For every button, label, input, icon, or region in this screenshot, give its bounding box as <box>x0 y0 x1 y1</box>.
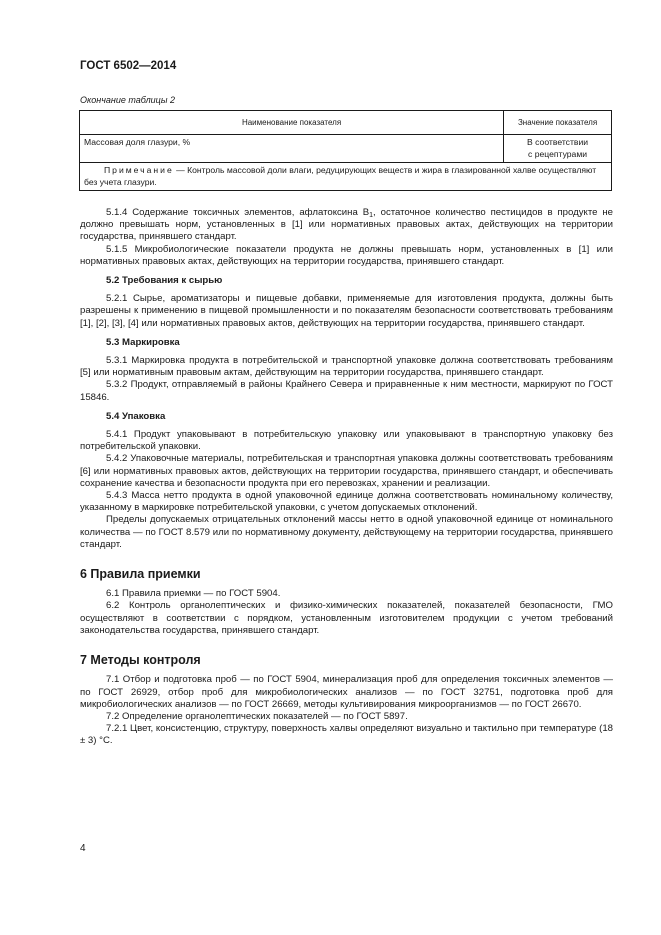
section-heading-5-2: 5.2 Требования к сырью <box>106 275 223 287</box>
page-number: 4 <box>80 843 86 854</box>
table-2 <box>79 110 612 191</box>
subscript-1: 1 <box>369 212 374 219</box>
paragraph-5-4-2: 5.4.2 Упаковочные материалы, потребительская и транспортная упаковка должны соответствовать требованиям [6] или нормативных правовых актов, действующих на территории государства, принявшего стандарт, и обеспечивать сохранение качества и безопасности продукта при его перевозках, хранении и реализации. <box>80 453 613 489</box>
table-note <box>80 163 612 191</box>
paragraph-5-3-2: 5.3.2 Продукт, отправляемый в районы Крайнего Севера и приравненные к ним местности, маркируют по ГОСТ 15846. <box>80 379 613 403</box>
table-caption: Окончание таблицы 2 <box>80 95 175 105</box>
paragraph-6-1: 6.1 Правила приемки — по ГОСТ 5904. <box>106 588 281 600</box>
paragraph-7-2-1: 7.2.1 Цвет, консистенцию, структуру, поверхность халвы определяют визуально и тактильно при температуре (18 ± 3) °С. <box>80 723 613 747</box>
paragraph-5-1-4 <box>80 207 613 244</box>
section-heading-5-4: 5.4 Упаковка <box>106 410 166 422</box>
paragraph-7-1: 7.1 Отбор и подготовка проб — по ГОСТ 5904, минерализация проб для определения токсичных элементов — по ГОСТ 26929, отбор проб для микробиологических анализов — по ГОСТ 32751, подготовка проб для микробиологических анализов — по ГОСТ 26669, методы культивирования микроорганизмов — по ГОСТ 26670. <box>80 674 613 710</box>
table-note-row <box>80 163 612 191</box>
standard-header: ГОСТ 6502—2014 <box>80 60 177 72</box>
document-body <box>80 207 613 748</box>
section-heading-5-3: 5.3 Маркировка <box>106 336 180 348</box>
column-header-value: Значение показателя <box>504 111 612 135</box>
paragraph-5-1-4-part-a: 5.1.4 Содержание токсичных элементов, афлатоксина В <box>106 207 370 218</box>
paragraph-5-4-3: 5.4.3 Масса нетто продукта в одной упаковочной единице должна соответствовать номинальному количеству, указанному в маркировке потребительской упаковки, с учетом допускаемых отклонений. <box>80 490 613 514</box>
note-label: Примечание <box>104 165 174 175</box>
section-heading-7: 7 Методы контроля <box>80 653 201 668</box>
column-header-name: Наименование показателя <box>80 111 504 135</box>
paragraph-5-1-5: 5.1.5 Микробиологические показатели продукта не должны превышать норм, установленных в [1] или нормативных правовых актах, действующих на территории государства, принявшего стандарт. <box>80 243 613 267</box>
paragraph-5-1-4-part-b: , остаточное количество пестицидов в продукте не должно превышать норм, установленных в [1] или нормативных правовых актах, действующих на территории государства, принявшего стандарт. <box>80 207 613 243</box>
paragraph-5-4-3-limits: Пределы допускаемых отрицательных отклонений массы нетто в одной упаковочной единице от номинального количества — по ГОСТ 8.579 или по нормативному документу, действующему на территории государства, принявшего стандарт. <box>80 514 613 550</box>
table-header-row <box>80 111 612 135</box>
note-text: — Контроль массовой доли влаги, редуцирующих веществ и жира в глазированной халве осуществляют без учета глазури. <box>84 165 597 187</box>
paragraph-7-2: 7.2 Определение органолептических показателей — по ГОСТ 5897. <box>106 710 408 722</box>
value-line-2: с рецептурами <box>528 148 588 159</box>
value-line-1: В соответствии <box>527 137 589 147</box>
paragraph-5-4-1: 5.4.1 Продукт упаковывают в потребительскую упаковку или упаковывают в транспортную упаковку без потребительской упаковки. <box>80 429 613 453</box>
paragraph-5-3-1: 5.3.1 Маркировка продукта в потребительской и транспортной упаковке должна соответствовать требованиям [5] или нормативным правовым актам, действующим на территории государства, принявшего стандарт. <box>80 355 613 379</box>
table-row <box>80 135 612 163</box>
cell-indicator-name: Массовая доля глазури, % <box>80 135 504 163</box>
paragraph-5-2-1: 5.2.1 Сырье, ароматизаторы и пищевые добавки, применяемые для изготовления продукта, должны быть разрешены к применению в пищевой промышленности и по показателям безопасности соответствовать требованиям [1], [2], [3], [4] или нормативных правовых актов, действующих на территории государства, принявшего стандарт. <box>80 293 613 329</box>
cell-indicator-value <box>504 135 612 163</box>
section-heading-6: 6 Правила приемки <box>80 567 201 582</box>
paragraph-6-2: 6.2 Контроль органолептических и физико-химических показателей, показателей безопасности, ГМО осуществляют в соответствии с порядком, установленным изготовителем продукции с учетом требований законодательства государства, принявшего стандарт. <box>80 600 613 636</box>
